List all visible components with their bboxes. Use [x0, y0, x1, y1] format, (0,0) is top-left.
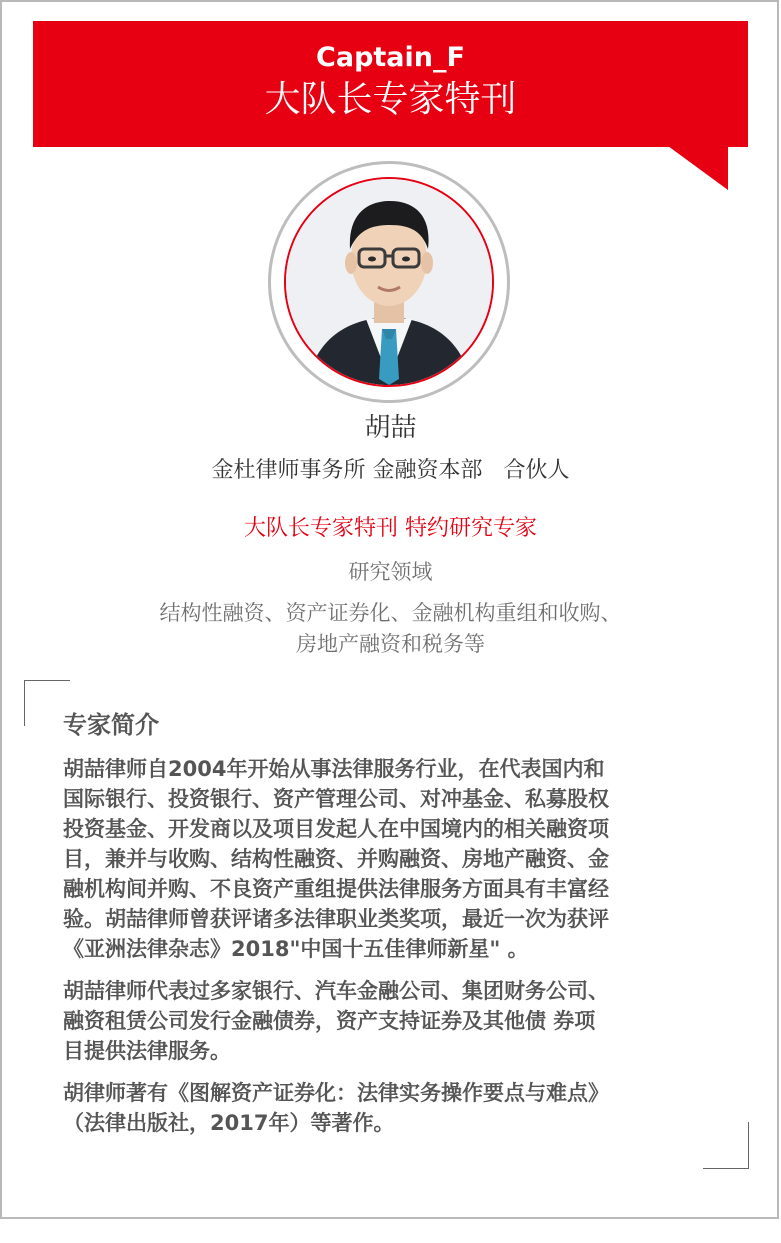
intro-paragraph	[63, 976, 723, 1066]
paragraph-line: 国际银行、投资银行、资产管理公司、对冲基金、私募股权	[63, 787, 609, 811]
portrait-image	[286, 179, 492, 385]
expert-role: 大队长专家特刊 特约研究专家	[244, 516, 537, 541]
intro-title: 专家简介	[63, 711, 159, 739]
paragraph-line: 融机构间并购、不良资产重组提供法律服务方面具有丰富经	[63, 877, 609, 901]
expert-portrait	[284, 177, 494, 387]
expert-affiliation: 金杜律师事务所 金融资本部 合伙人	[211, 458, 570, 483]
intro-paragraph	[63, 754, 723, 964]
paragraph-line: 胡喆律师自2004年开始从事法律服务行业，在代表国内和	[63, 757, 605, 781]
research-field-line: 房地产融资和税务等	[296, 632, 485, 656]
research-field-line: 结构性融资、资产证券化、金融机构重组和收购、	[159, 601, 622, 625]
paragraph-line: 目提供法律服务。	[63, 1039, 231, 1063]
paragraph-line: 《亚洲法律杂志》2018"中国十五佳律师新星" 。	[63, 937, 529, 961]
research-field-value	[0, 598, 781, 660]
paragraph-line: 胡喆律师代表过多家银行、汽车金融公司、集团财务公司、	[63, 979, 609, 1003]
paragraph-line: （法律出版社，2017年）等著作。	[63, 1111, 395, 1135]
paragraph-line: 投资基金、开发商以及项目发起人在中国境内的相关融资项	[63, 817, 609, 841]
expert-name: 胡喆	[364, 413, 417, 443]
paragraph-line: 融资租赁公司发行金融债券，资产支持证券及其他债 券项	[63, 1009, 596, 1033]
banner-title-cn: 大队长专家特刊	[264, 79, 517, 120]
paragraph-line: 目，兼并与收购、结构性融资、并购融资、房地产融资、金	[63, 847, 609, 871]
paragraph-line: 胡律师著有《图解资产证券化：法律实务操作要点与难点》	[63, 1081, 609, 1105]
research-field-label: 研究领域	[348, 560, 433, 584]
banner-title-en: Captain_F	[316, 42, 465, 73]
banner-tail	[668, 146, 728, 190]
paragraph-line: 验。胡喆律师曾获评诸多法律职业类奖项，最近一次为获评	[63, 907, 609, 931]
intro-paragraph	[63, 1078, 723, 1138]
